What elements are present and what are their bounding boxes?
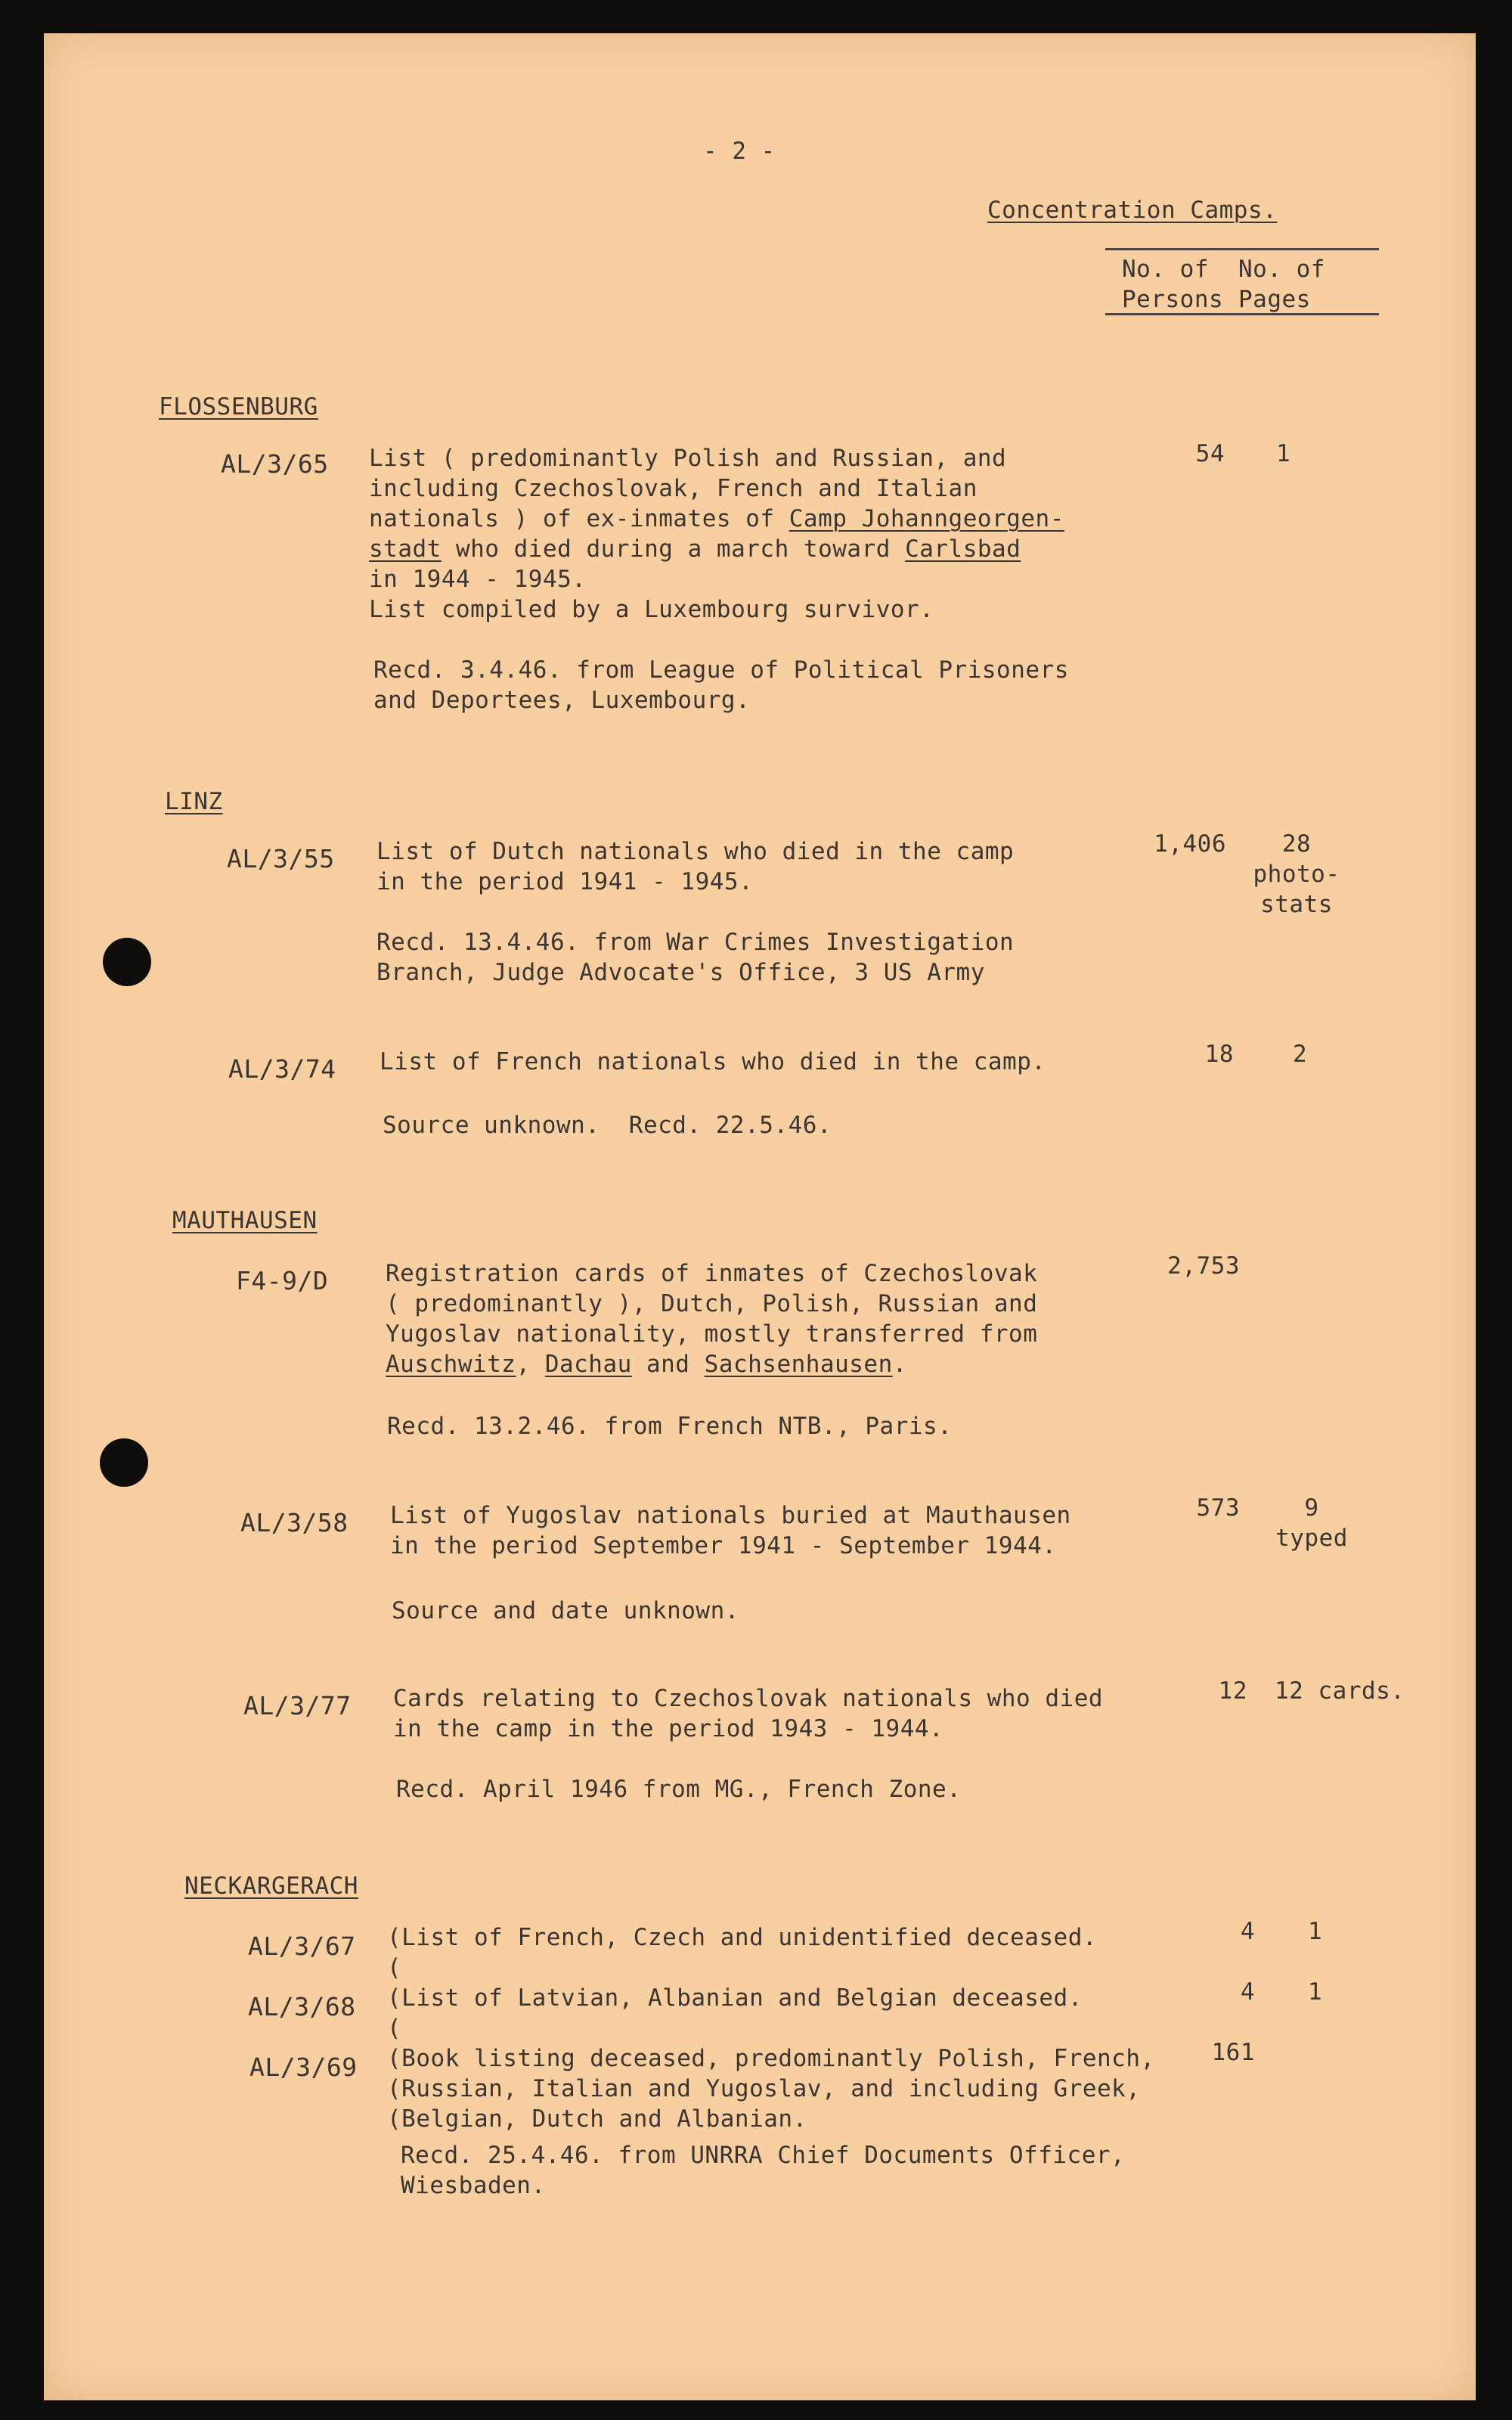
entry-ref: F4-9/D <box>236 1266 329 1295</box>
column-header-top-rule <box>1105 248 1379 250</box>
section-heading-neckargerach: NECKARGERACH <box>184 1872 358 1900</box>
entry-description: (List of Latvian, Albanian and Belgian deceased. ( <box>387 1984 1083 2042</box>
section-heading-linz: LINZ <box>165 788 223 815</box>
entry-source: Recd. 25.4.46. from UNRRA Chief Documents Officer, Wiesbaden. <box>401 2142 1126 2199</box>
entry-persons: 18 <box>1204 1041 1234 1068</box>
entry-description: Registration cards of inmates of Czechoslovak ( predominantly ), Dutch, Polish, Russian and Yugoslav nationality, mostly transferred from Auschwitz, Dachau and Sachsenhausen. <box>386 1260 1038 1378</box>
page-heading: Concentration Camps. <box>987 197 1278 224</box>
entry-pages: 9 typed <box>1275 1494 1348 1552</box>
column-header-bottom-rule <box>1105 313 1379 315</box>
entry-ref: AL/3/77 <box>243 1691 352 1720</box>
entry-ref: AL/3/68 <box>248 1992 356 2021</box>
column-header-persons: No. of Persons <box>1122 256 1224 313</box>
entry-ref: AL/3/69 <box>249 2052 358 2082</box>
entry-source: Source and date unknown. <box>392 1597 739 1624</box>
entry-pages: 28 photo- stats <box>1253 830 1340 918</box>
entry-description: List of Yugoslav nationals buried at Mauthausen in the period September 1941 - September 1944. <box>390 1502 1071 1559</box>
entry-source: Recd. 3.4.46. from League of Political Prisoners and Deportees, Luxembourg. <box>373 656 1069 714</box>
punch-hole-bottom <box>100 1438 148 1487</box>
column-header-pages: No. of Pages <box>1238 256 1325 313</box>
entry-description: (Book listing deceased, predominantly Polish, French, (Russian, Italian and Yugoslav, and including Greek, (Belgian, Dutch and Albanian. <box>387 2045 1155 2133</box>
entry-source: Source unknown. Recd. 22.5.46. <box>383 1112 832 1139</box>
entry-persons: 12 <box>1218 1677 1247 1705</box>
entry-persons: 2,753 <box>1167 1252 1240 1280</box>
entry-source: Recd. 13.4.46. from War Crimes Investigation Branch, Judge Advocate's Office, 3 US Army <box>376 929 1015 986</box>
entry-pages: 2 <box>1293 1041 1308 1068</box>
entry-pages: 1 <box>1308 1918 1323 1945</box>
entry-description: Cards relating to Czechoslovak nationals who died in the camp in the period 1943 - 1944. <box>393 1685 1104 1742</box>
entry-ref: AL/3/74 <box>228 1054 336 1084</box>
entry-ref: AL/3/67 <box>248 1931 356 1961</box>
entry-ref: AL/3/58 <box>240 1508 349 1537</box>
entry-description: (List of French, Czech and unidentified deceased. ( <box>387 1924 1098 1981</box>
entry-persons: 4 <box>1240 1978 1255 2006</box>
page-number: - 2 - <box>703 138 776 165</box>
punch-hole-top <box>103 938 151 986</box>
entry-pages: 12 cards. <box>1275 1677 1405 1705</box>
entry-ref: AL/3/65 <box>221 449 329 479</box>
entry-description: List of Dutch nationals who died in the camp in the period 1941 - 1945. <box>376 838 1015 895</box>
entry-persons: 1,406 <box>1154 830 1226 858</box>
entry-pages: 1 <box>1308 1978 1323 2006</box>
entry-persons: 573 <box>1196 1494 1240 1522</box>
section-heading-mauthausen: MAUTHAUSEN <box>172 1207 318 1234</box>
entry-source: Recd. 13.2.46. from French NTB., Paris. <box>387 1413 953 1440</box>
entry-persons: 4 <box>1240 1918 1255 1945</box>
entry-pages: 1 <box>1276 440 1291 467</box>
entry-description: List ( predominantly Polish and Russian, and including Czechoslovak, French and Italian nationals ) of ex-inmates of Camp Johanngeorgen- stadt who died during a march toward Carlsbad in 1944 - 1945. List compiled by a Luxembourg survivor. <box>369 445 1064 623</box>
entry-source: Recd. April 1946 from MG., French Zone. <box>396 1776 962 1803</box>
entry-persons: 54 <box>1195 440 1225 467</box>
entry-persons: 161 <box>1211 2039 1255 2066</box>
section-heading-flossenburg: FLOSSENBURG <box>159 393 318 420</box>
entry-ref: AL/3/55 <box>227 844 335 873</box>
entry-description: List of French nationals who died in the camp. <box>380 1048 1046 1075</box>
